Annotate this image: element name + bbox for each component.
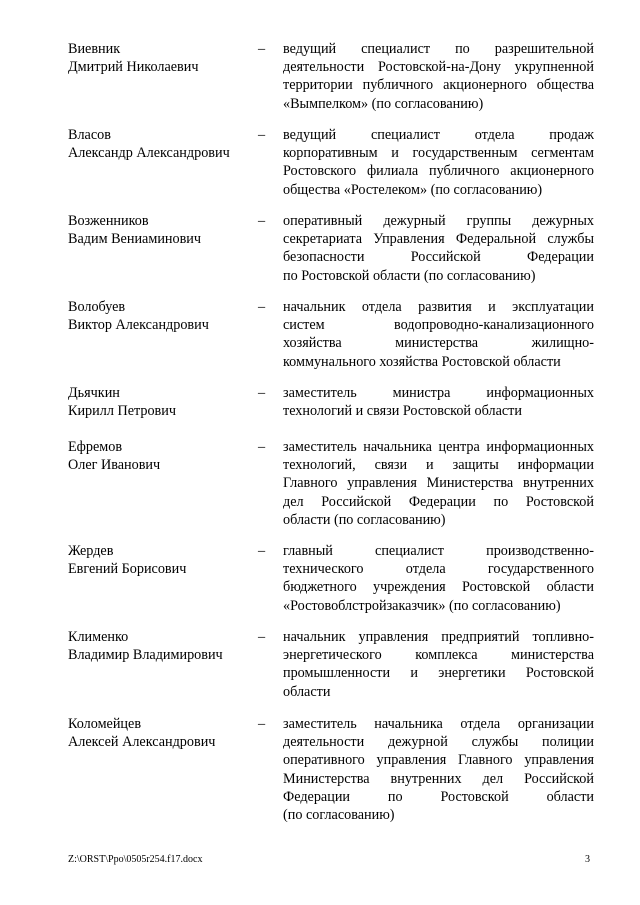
member-position (283, 126, 594, 199)
position-line: коммунального хозяйства Ростовской области (283, 353, 561, 370)
separator-dash: – (258, 213, 266, 229)
member-position (283, 715, 594, 824)
member-surname: Коломейцев (68, 716, 142, 732)
position-line: по Ростовской области (по согласованию) (283, 267, 536, 284)
position-line: оперативный дежурный группы дежурных (283, 213, 594, 229)
member-surname: Возженников (68, 213, 149, 229)
member-position (283, 212, 594, 285)
member-name (68, 384, 248, 420)
position-line: главный специалист производственно- (283, 543, 594, 559)
separator-dash: – (258, 543, 266, 559)
separator-dash: – (258, 127, 266, 143)
member-given-names: Александр Александрович (68, 145, 230, 162)
member-surname: Ефремов (68, 439, 123, 455)
separator-dash: – (258, 41, 266, 57)
member-surname: Дьячкин (68, 385, 120, 401)
member-name (68, 40, 248, 76)
member-position (283, 384, 594, 420)
member-name (68, 542, 248, 578)
position-line: технического отдела государственного (283, 561, 594, 578)
position-line: Главного управления Министерства внутренних (283, 475, 594, 492)
member-given-names: Кирилл Петрович (68, 403, 176, 420)
position-line: технологий, связи и защиты информации (283, 457, 594, 474)
position-line: заместитель начальника центра информационных (283, 439, 594, 455)
member-given-names: Олег Иванович (68, 457, 161, 474)
member-position (283, 40, 594, 113)
position-line: Федерации по Ростовской области (283, 788, 594, 805)
member-name (68, 298, 248, 334)
position-line: ведущий специалист по разрешительной (283, 41, 594, 57)
member-given-names: Евгений Борисович (68, 561, 187, 578)
member-name (68, 126, 248, 162)
member-given-names: Алексей Александрович (68, 734, 216, 751)
separator-dash: – (258, 439, 266, 455)
member-position (283, 542, 594, 615)
position-line: области (по согласованию) (283, 511, 446, 528)
footer-file-path: Z:\ORST\Ppo\0505r254.f17.docx (68, 854, 203, 865)
member-surname: Клименко (68, 629, 129, 645)
position-line: энергетического комплекса министерства (283, 647, 594, 664)
position-line: области (283, 683, 331, 700)
member-name (68, 212, 248, 248)
position-line: Министерства внутренних дел Российской (283, 770, 594, 787)
position-line: общества «Ростелеком» (по согласованию) (283, 181, 543, 198)
position-line: «Вымпелком» (по согласованию) (283, 95, 484, 112)
member-position (283, 628, 594, 701)
position-line: заместитель министра информационных (283, 385, 594, 401)
position-line: деятельности дежурной службы полиции (283, 734, 594, 751)
position-line: промышленности и энергетики Ростовской (283, 665, 594, 682)
position-line: дел Российской Федерации по Ростовской (283, 493, 594, 510)
separator-dash: – (258, 299, 266, 315)
separator-dash: – (258, 716, 266, 732)
member-surname: Жердев (68, 543, 114, 559)
position-line: начальник управления предприятий топливно- (283, 629, 594, 645)
position-line: корпоративным и государственным сегментам (283, 145, 594, 162)
position-line: заместитель начальника отдела организации (283, 716, 594, 732)
position-line: секретариата Управления Федеральной службы (283, 231, 594, 248)
position-line: оперативного управления Главного управления (283, 752, 594, 769)
member-surname: Волобуев (68, 299, 126, 315)
member-name (68, 438, 248, 474)
position-line: бюджетного учреждения Ростовской области (283, 579, 594, 596)
position-line: деятельности Ростовской-на-Дону укрупненной (283, 59, 594, 76)
position-line: «Ростовоблстройзаказчик» (по согласованию) (283, 597, 561, 614)
member-given-names: Виктор Александрович (68, 317, 209, 334)
position-line: (по согласованию) (283, 807, 395, 824)
separator-dash: – (258, 629, 266, 645)
member-position (283, 438, 594, 529)
position-line: ведущий специалист отдела продаж (283, 127, 594, 143)
position-line: Ростовского филиала публичного акционерного (283, 163, 594, 180)
position-line: начальник отдела развития и эксплуатации (283, 299, 594, 315)
member-surname: Власов (68, 127, 111, 143)
member-given-names: Владимир Владимирович (68, 647, 223, 664)
position-line: территории публичного акционерного общества (283, 77, 594, 94)
position-line: хозяйства министерства жилищно- (283, 335, 594, 352)
member-given-names: Дмитрий Николаевич (68, 59, 199, 76)
member-given-names: Вадим Вениаминович (68, 231, 202, 248)
position-line: безопасности Российской Федерации (283, 249, 594, 266)
position-line: технологий и связи Ростовской области (283, 403, 522, 420)
member-name (68, 715, 248, 751)
footer-page-number: 3 (585, 854, 590, 865)
member-position (283, 298, 594, 371)
member-name (68, 628, 248, 664)
position-line: систем водопроводно-канализационного (283, 317, 594, 334)
member-surname: Виевник (68, 41, 121, 57)
separator-dash: – (258, 385, 266, 401)
